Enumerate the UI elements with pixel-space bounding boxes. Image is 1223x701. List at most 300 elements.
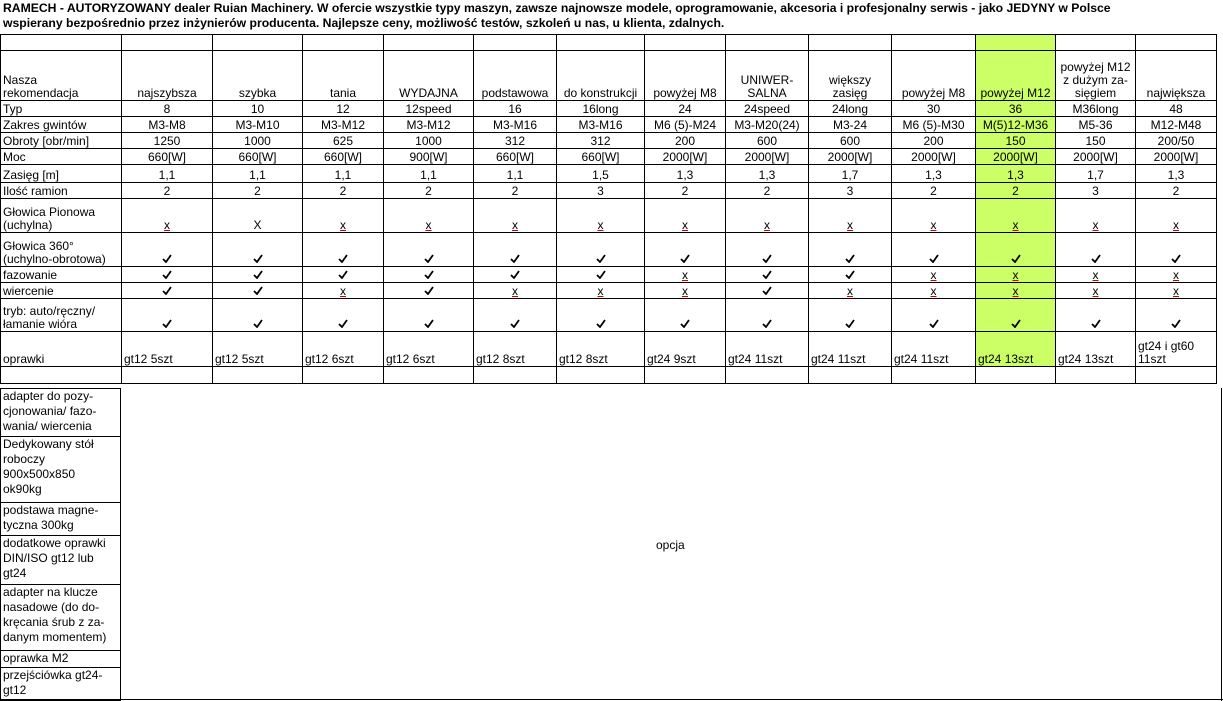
cell-rec: powyżej M8 <box>645 51 726 101</box>
blank-cell <box>122 35 213 51</box>
cell-moc: 660[W] <box>557 149 645 165</box>
row-label-moc: Moc <box>1 149 122 165</box>
check-icon <box>253 254 263 263</box>
cell-ramiona: 2 <box>213 183 303 199</box>
option-label: oprawka M2 <box>1 651 121 668</box>
cell-oprawki: gt12 5szt <box>213 332 303 367</box>
cross-icon: x <box>847 284 853 298</box>
check-icon <box>1171 319 1181 328</box>
cell-rec: podstawowa <box>474 51 557 101</box>
cell-rec: UNIWER- SALNA <box>726 51 809 101</box>
cell-rec: powyżej M12 <box>976 51 1056 101</box>
cell-oprawki: gt12 5szt <box>122 332 213 367</box>
cell-obroty: 1000 <box>384 133 474 149</box>
cross-icon: x <box>1092 284 1099 298</box>
table-row-wiercenie <box>1 283 1217 299</box>
cell-gwinty: M3-M10 <box>213 117 303 133</box>
check-icon <box>424 254 434 263</box>
cell-obroty: 600 <box>809 133 892 149</box>
check-icon <box>474 233 557 267</box>
table-row-gwinty <box>1 117 1217 133</box>
option-label: przejściówka gt24- gt12 <box>1 668 121 701</box>
blank-row <box>1 35 1217 51</box>
cross-icon: x <box>425 218 432 232</box>
cell-typ: 24speed <box>726 101 809 117</box>
cross-mark <box>303 199 384 233</box>
cross-mark <box>976 283 1056 299</box>
check-icon <box>253 286 263 295</box>
check-icon <box>1171 254 1181 263</box>
cell-obroty: 150 <box>976 133 1056 149</box>
check-icon <box>384 233 474 267</box>
check-icon <box>726 299 809 332</box>
blank-cell <box>645 367 726 384</box>
cross-icon: X <box>253 218 262 232</box>
check-icon <box>976 233 1056 267</box>
blank-cell <box>384 35 474 51</box>
cell-typ: 12 <box>303 101 384 117</box>
check-icon <box>303 299 384 332</box>
blank-cell <box>1136 35 1217 51</box>
cross-icon: x <box>340 284 346 298</box>
cell-rec: do konstrukcji <box>557 51 645 101</box>
check-icon <box>162 270 172 279</box>
blank-cell <box>726 35 809 51</box>
cross-icon: x <box>930 218 937 232</box>
cross-mark <box>1136 267 1217 283</box>
row-label-rec: Nasza rekomendacja <box>1 51 122 101</box>
row-label-pionowa: Głowica Pionowa (uchylna) <box>1 199 122 233</box>
cell-zasieg: 1,3 <box>1136 165 1217 183</box>
cell-oprawki: gt24 11szt <box>809 332 892 367</box>
cell-obroty: 200/50 <box>1136 133 1217 149</box>
cross-icon: x <box>512 218 518 232</box>
cell-zasieg: 1,3 <box>892 165 976 183</box>
cross-icon: x <box>930 268 937 282</box>
check-icon <box>929 319 939 328</box>
bottom-border <box>0 699 1223 700</box>
cell-zasieg: 1,1 <box>213 165 303 183</box>
cross-mark <box>384 199 474 233</box>
cross-mark <box>809 199 892 233</box>
cell-ramiona: 3 <box>557 183 645 199</box>
option-row <box>1 389 121 437</box>
blank-cell <box>1056 35 1136 51</box>
check-icon <box>122 267 213 283</box>
cross-mark <box>303 283 384 299</box>
check-icon <box>680 254 690 263</box>
cell-zasieg: 1,7 <box>809 165 892 183</box>
cross-mark <box>726 199 809 233</box>
check-icon <box>162 319 172 328</box>
cell-moc: 2000[W] <box>1136 149 1217 165</box>
cross-mark <box>1056 267 1136 283</box>
cell-moc: 2000[W] <box>809 149 892 165</box>
cell-moc: 900[W] <box>384 149 474 165</box>
check-icon <box>762 270 772 279</box>
cell-moc: 2000[W] <box>1056 149 1136 165</box>
cell-oprawki: gt12 8szt <box>557 332 645 367</box>
check-icon <box>726 283 809 299</box>
cross-icon: x <box>930 284 937 298</box>
option-label: adapter na klucze nasadowe (do do- kręcania śrub z za- danym momentem) <box>1 585 121 651</box>
blank-cell <box>1 35 122 51</box>
blank-cell <box>122 367 213 384</box>
row-label-zasieg: Zasięg [m] <box>1 165 122 183</box>
check-icon <box>762 254 772 263</box>
cell-zasieg: 1,3 <box>726 165 809 183</box>
cross-icon: x <box>164 218 170 232</box>
cell-zasieg: 1,1 <box>122 165 213 183</box>
cell-gwinty: M6 (5)-M30 <box>892 117 976 133</box>
cell-ramiona: 3 <box>1056 183 1136 199</box>
cross-mark <box>645 267 726 283</box>
cross-icon: x <box>1012 268 1019 282</box>
check-icon <box>122 283 213 299</box>
cross-icon: x <box>340 218 346 232</box>
option-row <box>1 503 121 536</box>
cell-ramiona: 2 <box>976 183 1056 199</box>
check-icon <box>845 254 855 263</box>
blank-cell <box>474 367 557 384</box>
right-border <box>1221 388 1222 701</box>
cell-obroty: 1000 <box>213 133 303 149</box>
check-icon <box>1136 233 1217 267</box>
row-label-g360: Głowica 360° (uchylno-obrotowa) <box>1 233 122 267</box>
blank-cell <box>1136 367 1217 384</box>
cell-obroty: 312 <box>474 133 557 149</box>
cell-ramiona: 2 <box>122 183 213 199</box>
cross-mark <box>1136 199 1217 233</box>
check-icon <box>384 267 474 283</box>
header-text <box>0 0 1223 34</box>
blank-cell <box>303 35 384 51</box>
check-icon <box>726 233 809 267</box>
cell-ramiona: 2 <box>303 183 384 199</box>
check-icon <box>762 286 772 295</box>
cross-mark <box>645 283 726 299</box>
blank-cell <box>474 35 557 51</box>
blank-cell <box>213 35 303 51</box>
cross-mark <box>892 283 976 299</box>
table-row-typ <box>1 101 1217 117</box>
cell-obroty: 1250 <box>122 133 213 149</box>
check-icon <box>213 233 303 267</box>
cross-icon: x <box>1173 218 1179 232</box>
comparison-table <box>0 34 1217 384</box>
table-row-zasieg <box>1 165 1217 183</box>
check-icon <box>474 299 557 332</box>
cell-obroty: 150 <box>1056 133 1136 149</box>
cell-zasieg: 1,1 <box>474 165 557 183</box>
cell-moc: 2000[W] <box>645 149 726 165</box>
check-icon <box>213 283 303 299</box>
cross-mark <box>122 199 213 233</box>
cell-typ: 12speed <box>384 101 474 117</box>
blank-cell <box>1 367 122 384</box>
cell-ramiona: 2 <box>645 183 726 199</box>
check-icon <box>557 299 645 332</box>
cross-icon: x <box>1012 218 1019 232</box>
blank-cell <box>976 367 1056 384</box>
cell-oprawki: gt24 13szt <box>976 332 1056 367</box>
blank-row <box>1 367 1217 384</box>
cross-mark <box>557 283 645 299</box>
check-icon <box>1136 299 1217 332</box>
cell-rec: powyżej M12 z dużym za- sięgiem <box>1056 51 1136 101</box>
cell-gwinty: M6 (5)-M24 <box>645 117 726 133</box>
cell-moc: 2000[W] <box>892 149 976 165</box>
table-row-g360 <box>1 233 1217 267</box>
row-label-ramiona: Ilość ramion <box>1 183 122 199</box>
check-icon <box>162 286 172 295</box>
cell-obroty: 200 <box>892 133 976 149</box>
check-icon <box>1011 319 1021 328</box>
cross-mark <box>1056 283 1136 299</box>
cell-ramiona: 2 <box>384 183 474 199</box>
option-row <box>1 437 121 503</box>
cell-typ: M36long <box>1056 101 1136 117</box>
cross-mark <box>1056 199 1136 233</box>
cell-typ: 24 <box>645 101 726 117</box>
cell-zasieg: 1,3 <box>645 165 726 183</box>
check-icon <box>213 267 303 283</box>
table-row-rec <box>1 51 1217 101</box>
option-row <box>1 536 121 585</box>
blank-cell <box>557 367 645 384</box>
header-line-2: wspierany bezpośrednio przez inżynierów producenta. Najlepsze ceny, możliwość testów, szkoleń u nas, u klienta, zdalnych. <box>3 16 725 30</box>
check-icon <box>596 319 606 328</box>
table-row-ramiona <box>1 183 1217 199</box>
cross-mark <box>892 267 976 283</box>
table-row-moc <box>1 149 1217 165</box>
blank-cell <box>1056 367 1136 384</box>
cross-icon: x <box>847 218 853 232</box>
check-icon <box>809 233 892 267</box>
cross-mark <box>809 283 892 299</box>
check-icon <box>162 254 172 263</box>
check-icon <box>424 286 434 295</box>
check-icon <box>892 233 976 267</box>
row-label-fazowanie: fazowanie <box>1 267 122 283</box>
check-icon <box>557 233 645 267</box>
option-label: dodatkowe oprawki DIN/ISO gt12 lub gt24 <box>1 536 121 585</box>
cell-moc: 2000[W] <box>726 149 809 165</box>
cell-typ: 8 <box>122 101 213 117</box>
row-label-tryb: tryb: auto/ręczny/ łamanie wióra <box>1 299 122 332</box>
row-label-oprawki: oprawki <box>1 332 122 367</box>
check-icon <box>424 319 434 328</box>
check-icon <box>474 267 557 283</box>
check-icon <box>213 299 303 332</box>
blank-cell <box>384 367 474 384</box>
cell-zasieg: 1,7 <box>1056 165 1136 183</box>
cell-rec: większy zasięg <box>809 51 892 101</box>
check-icon <box>122 299 213 332</box>
row-label-gwinty: Zakres gwintów <box>1 117 122 133</box>
check-icon <box>1091 254 1101 263</box>
cell-zasieg: 1,1 <box>384 165 474 183</box>
check-icon <box>253 319 263 328</box>
cross-icon: x <box>764 218 770 232</box>
blank-cell <box>976 35 1056 51</box>
cross-icon: x <box>1092 268 1099 282</box>
cross-icon: x <box>1173 268 1179 282</box>
cell-oprawki: gt12 6szt <box>303 332 384 367</box>
header-line-1: RAMECH - AUTORYZOWANY dealer Ruian Machinery. W ofercie wszystkie typy maszyn, zawsze najnowsze modele, oprogramowanie, akcesoria i profesjonalny serwis - jako JEDYNY w Polsce <box>3 1 1111 15</box>
check-icon <box>510 319 520 328</box>
cell-rec: WYDAJNA <box>384 51 474 101</box>
option-label: Dedykowany stół roboczy 900x500x850 ok90kg <box>1 437 121 503</box>
cell-rec: powyżej M8 <box>892 51 976 101</box>
cell-gwinty: M3-M12 <box>384 117 474 133</box>
cell-typ: 24long <box>809 101 892 117</box>
cross-icon: x <box>1173 284 1179 298</box>
check-icon <box>1091 319 1101 328</box>
check-icon <box>510 254 520 263</box>
check-icon <box>253 270 263 279</box>
check-icon <box>510 270 520 279</box>
cell-gwinty: M12-M48 <box>1136 117 1217 133</box>
row-label-typ: Typ <box>1 101 122 117</box>
cell-oprawki: gt24 9szt <box>645 332 726 367</box>
cell-moc: 2000[W] <box>976 149 1056 165</box>
cell-oprawki: gt12 6szt <box>384 332 474 367</box>
check-icon <box>976 299 1056 332</box>
cross-icon: x <box>1092 218 1099 232</box>
cell-obroty: 200 <box>645 133 726 149</box>
check-icon <box>645 233 726 267</box>
cell-typ: 48 <box>1136 101 1217 117</box>
blank-cell <box>809 35 892 51</box>
cell-ramiona: 2 <box>1136 183 1217 199</box>
cell-gwinty: M5-36 <box>1056 117 1136 133</box>
check-icon <box>680 319 690 328</box>
blank-cell <box>809 367 892 384</box>
cell-gwinty: M3-M8 <box>122 117 213 133</box>
cell-gwinty: M3-M20(24) <box>726 117 809 133</box>
check-icon <box>809 267 892 283</box>
check-icon <box>892 299 976 332</box>
cell-oprawki: gt12 8szt <box>474 332 557 367</box>
check-icon <box>645 299 726 332</box>
cell-gwinty: M3-24 <box>809 117 892 133</box>
cell-moc: 660[W] <box>122 149 213 165</box>
check-icon <box>809 299 892 332</box>
check-icon <box>338 319 348 328</box>
cell-ramiona: 2 <box>726 183 809 199</box>
check-icon <box>384 283 474 299</box>
cross-mark <box>892 199 976 233</box>
options-value: opcja <box>656 538 685 552</box>
cross-mark <box>557 199 645 233</box>
cell-typ: 10 <box>213 101 303 117</box>
cell-gwinty: M(5)12-M36 <box>976 117 1056 133</box>
cross-icon: x <box>682 284 688 298</box>
check-icon <box>762 319 772 328</box>
cell-typ: 16long <box>557 101 645 117</box>
check-icon <box>122 233 213 267</box>
blank-cell <box>726 367 809 384</box>
check-icon <box>1056 233 1136 267</box>
check-icon <box>303 233 384 267</box>
check-icon <box>338 270 348 279</box>
cell-gwinty: M3-M12 <box>303 117 384 133</box>
table-row-fazowanie <box>1 267 1217 283</box>
cell-obroty: 312 <box>557 133 645 149</box>
cross-icon: x <box>1012 284 1019 298</box>
check-icon <box>929 254 939 263</box>
cross-icon: x <box>597 218 604 232</box>
cell-typ: 36 <box>976 101 1056 117</box>
blank-cell <box>892 367 976 384</box>
table-row-oprawki <box>1 332 1217 367</box>
cell-typ: 30 <box>892 101 976 117</box>
check-icon <box>338 254 348 263</box>
cross-icon: x <box>597 284 604 298</box>
cell-ramiona: 3 <box>809 183 892 199</box>
cell-zasieg: 1,1 <box>303 165 384 183</box>
blank-cell <box>645 35 726 51</box>
check-icon <box>596 254 606 263</box>
option-label: adapter do pozy- cjonowania/ fazo- wania/ wiercenia <box>1 389 121 437</box>
cell-rec: największa <box>1136 51 1217 101</box>
cross-icon: x <box>512 284 518 298</box>
row-label-wiercenie: wiercenie <box>1 283 122 299</box>
options-labels-table <box>0 388 121 701</box>
cross-mark <box>976 267 1056 283</box>
check-icon <box>845 270 855 279</box>
check-icon <box>384 299 474 332</box>
cell-rec: tania <box>303 51 384 101</box>
cell-oprawki: gt24 11szt <box>892 332 976 367</box>
check-icon <box>1056 299 1136 332</box>
option-row <box>1 585 121 651</box>
check-icon <box>726 267 809 283</box>
row-label-obroty: Obroty [obr/min] <box>1 133 122 149</box>
cell-moc: 660[W] <box>474 149 557 165</box>
cell-oprawki: gt24 11szt <box>726 332 809 367</box>
cell-oprawki: gt24 i gt60 11szt <box>1136 332 1217 367</box>
blank-cell <box>557 35 645 51</box>
cell-obroty: 625 <box>303 133 384 149</box>
option-row <box>1 651 121 668</box>
option-row <box>1 668 121 701</box>
cross-mark <box>645 199 726 233</box>
cell-ramiona: 2 <box>892 183 976 199</box>
cross-mark <box>213 199 303 233</box>
check-icon <box>845 319 855 328</box>
table-row-tryb <box>1 299 1217 332</box>
cross-mark <box>976 199 1056 233</box>
check-icon <box>1011 254 1021 263</box>
cell-gwinty: M3-M16 <box>557 117 645 133</box>
cell-zasieg: 1,5 <box>557 165 645 183</box>
check-icon <box>424 270 434 279</box>
cell-oprawki: gt24 13szt <box>1056 332 1136 367</box>
check-icon <box>303 267 384 283</box>
cell-obroty: 600 <box>726 133 809 149</box>
cross-mark <box>1136 283 1217 299</box>
cross-icon: x <box>682 218 688 232</box>
cell-moc: 660[W] <box>213 149 303 165</box>
blank-cell <box>892 35 976 51</box>
cell-zasieg: 1,3 <box>976 165 1056 183</box>
cell-typ: 16 <box>474 101 557 117</box>
cell-gwinty: M3-M16 <box>474 117 557 133</box>
cross-icon: x <box>682 268 688 282</box>
cross-mark <box>474 283 557 299</box>
